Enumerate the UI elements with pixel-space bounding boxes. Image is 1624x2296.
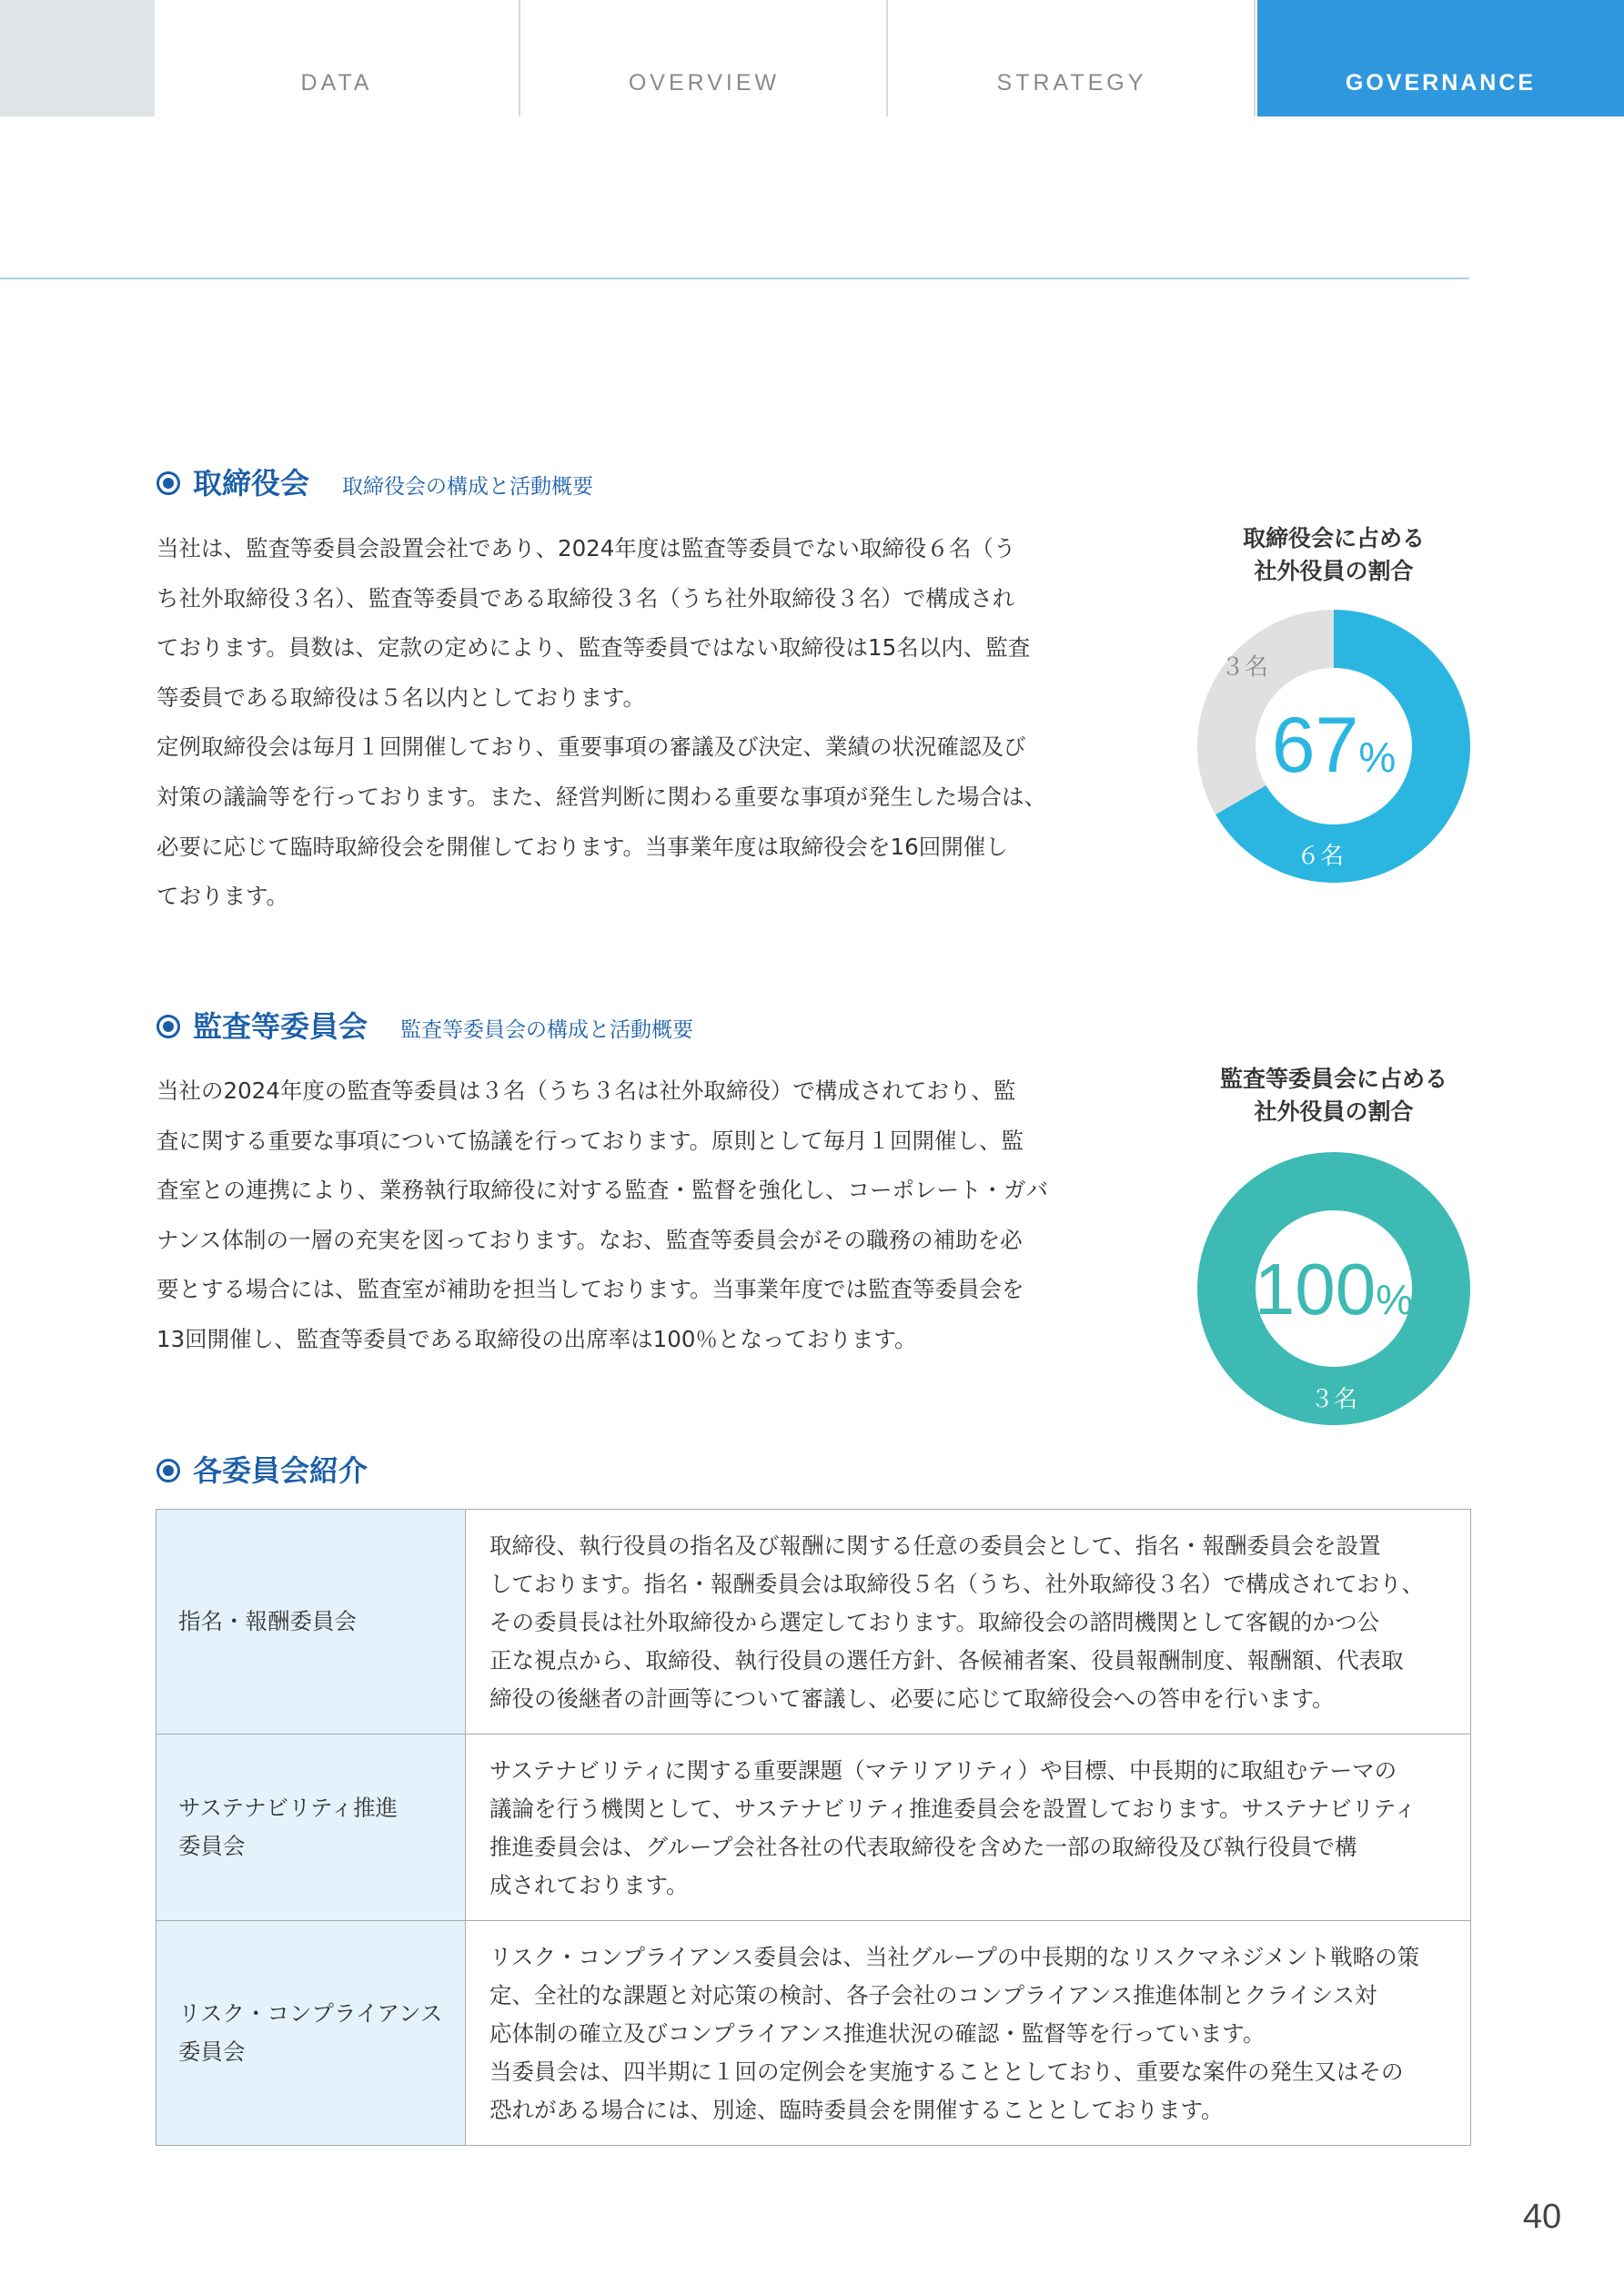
text-line: 13回開催し、監査等委員である取締役の出席率は100％となっております。 [156,1325,917,1352]
slice-label: ３名 [1309,1386,1358,1413]
committee-desc-cell [466,1921,1471,2146]
board-title: 取締役会 [193,466,310,501]
text-line: 当社の2024年度の監査等委員は３名（うち３名は社外取締役）で構成されており、監 [156,1077,1016,1104]
text-line: 成されております。 [489,1872,689,1898]
committee-name: 委員会 [178,1833,246,1859]
committee-name-cell [156,1735,466,1921]
chart-title-line: 取締役会に占める [1242,525,1425,551]
audit-donut-chart [1188,1143,1479,1434]
slice-label: ３名 [1220,653,1268,682]
table-row [156,1735,1471,1921]
text-line: ております。員数は、定款の定めにより、監査等委員ではない取締役は15名以内、監査 [156,634,1031,662]
text-line: 査に関する重要な事項について協議を行っております。原則として毎月１回開催し、監 [156,1127,1024,1154]
text-line: 等委員である取締役は５名以内としております。 [156,683,646,711]
chart-title-line: 社外役員の割合 [1254,558,1414,584]
text-line: 締役の後継者の計画等について審議し、必要に応じて取締役会への答申を行います。 [489,1685,1335,1712]
text-line: 正な視点から、取締役、執行役員の選任方針、各候補者案、役員報酬制度、報酬額、代表取 [489,1647,1404,1674]
text-line: 必要に応じて臨時取締役会を開催しております。当事業年度は取締役会を16回開催し [156,833,1008,860]
text-line: 議論を行う機関として、サステナビリティ推進委員会を設置しております。サステナビリティ [489,1795,1417,1822]
committee-name: リスク・コンプライアンス [178,2000,443,2027]
text-line: 定例取締役会は毎月１回開催しており、重要事項の審議及び決定、業績の状況確認及び [156,733,1026,761]
board-chart-title [1170,522,1498,588]
text-line: 恐れがある場合には、別途、臨時委員会を開催することとしております。 [489,2097,1224,2123]
page-number: 40 [1522,2198,1562,2236]
committees-heading [156,1448,368,1490]
board-description [156,524,1112,922]
text-line: 要とする場合には、監査室が補助を担当しております。当事業年度では監査等委員会を [156,1276,1024,1303]
committee-desc-cell [466,1510,1471,1735]
text-line: サステナビリティに関する重要課題（マテリアリティ）や目標、中長期的に取組むテーマの [489,1757,1397,1784]
text-line: 当委員会は、四半期に１回の定例会を実施することとしており、重要な案件の発生又はその [489,2058,1404,2085]
center-value: 100% [1254,1249,1414,1330]
committee-desc-cell [466,1735,1471,1921]
text-line: 対策の議論等を行っております。また、経営判断に関わる重要な事項が発生した場合は、 [156,783,1047,810]
text-line: 取締役、執行役員の指名及び報酬に関する任意の委員会として、指名・報酬委員会を設置 [489,1532,1381,1559]
text-line: 応体制の確立及びコンプライアンス推進状況の確認・監督等を行っています。 [489,2020,1266,2047]
text-line: ております。 [156,883,289,910]
tab-data[interactable]: DATA [155,0,520,116]
text-line: 当社は、監査等委員会設置会社であり、2024年度は監査等委員でない取締役６名（う [156,535,1016,561]
header-divider [0,278,1469,279]
nav-left-block [0,0,155,116]
committee-name: サステナビリティ推進 [178,1795,398,1821]
text-line: 査室との連携により、業務執行取締役に対する監査・監督を強化し、コーポレート・ガバ [156,1177,1048,1204]
audit-title: 監査等委員会 [193,1009,368,1044]
tab-strategy[interactable]: STRATEGY [890,0,1256,116]
slice-label: ６名 [1296,843,1344,871]
bullet-circle-icon [156,471,180,495]
text-line: ち社外取締役３名）、監査等委員である取締役３名（うち社外取締役３名）で構成され [156,584,1015,612]
chart-title-line: 社外役員の割合 [1254,1098,1414,1125]
bullet-circle-icon [156,1459,180,1482]
board-subtitle: 取締役会の構成と活動概要 [342,475,594,499]
committee-name: 委員会 [178,2038,246,2065]
committee-name: 指名・報酬委員会 [178,1608,357,1634]
audit-description [156,1067,1112,1365]
board-heading [156,460,593,502]
text-line: 定、全社的な課題と対応策の検討、各子会社のコンプライアンス推進体制とクライシス対 [489,1982,1377,2008]
chart-title-line: 監査等委員会に占める [1219,1066,1447,1092]
text-line: 推進委員会は、グループ会社各社の代表取締役を含めた一部の取締役及び執行役員で構 [489,1834,1357,1860]
table-row [156,1921,1471,2146]
committee-name-cell [156,1510,466,1735]
committees-table [156,1509,1471,2146]
text-line: しております。指名・報酬委員会は取締役５名（うち、社外取締役３名）で構成されており、 [489,1571,1425,1597]
tab-governance[interactable]: GOVERNANCE [1257,0,1624,116]
text-line: ナンス体制の一層の充実を図っております。なお、監査等委員会がその職務の補助を必 [156,1226,1023,1253]
bullet-circle-icon [156,1015,180,1038]
committee-name-cell [156,1921,466,2146]
audit-chart-title [1170,1063,1498,1128]
center-value: 67% [1271,702,1397,789]
board-donut-chart [1188,601,1479,892]
table-row [156,1510,1471,1735]
tab-overview[interactable]: OVERVIEW [522,0,888,116]
committees-title: 各委員会紹介 [193,1453,368,1488]
text-line: リスク・コンプライアンス委員会は、当社グループの中長期的なリスクマネジメント戦略の策 [489,1944,1420,1970]
audit-heading [156,1004,693,1046]
text-line: その委員長は社外取締役から選定しております。取締役会の諮問機関として客観的かつ公 [489,1609,1380,1635]
audit-subtitle: 監査等委員会の構成と活動概要 [400,1018,694,1042]
